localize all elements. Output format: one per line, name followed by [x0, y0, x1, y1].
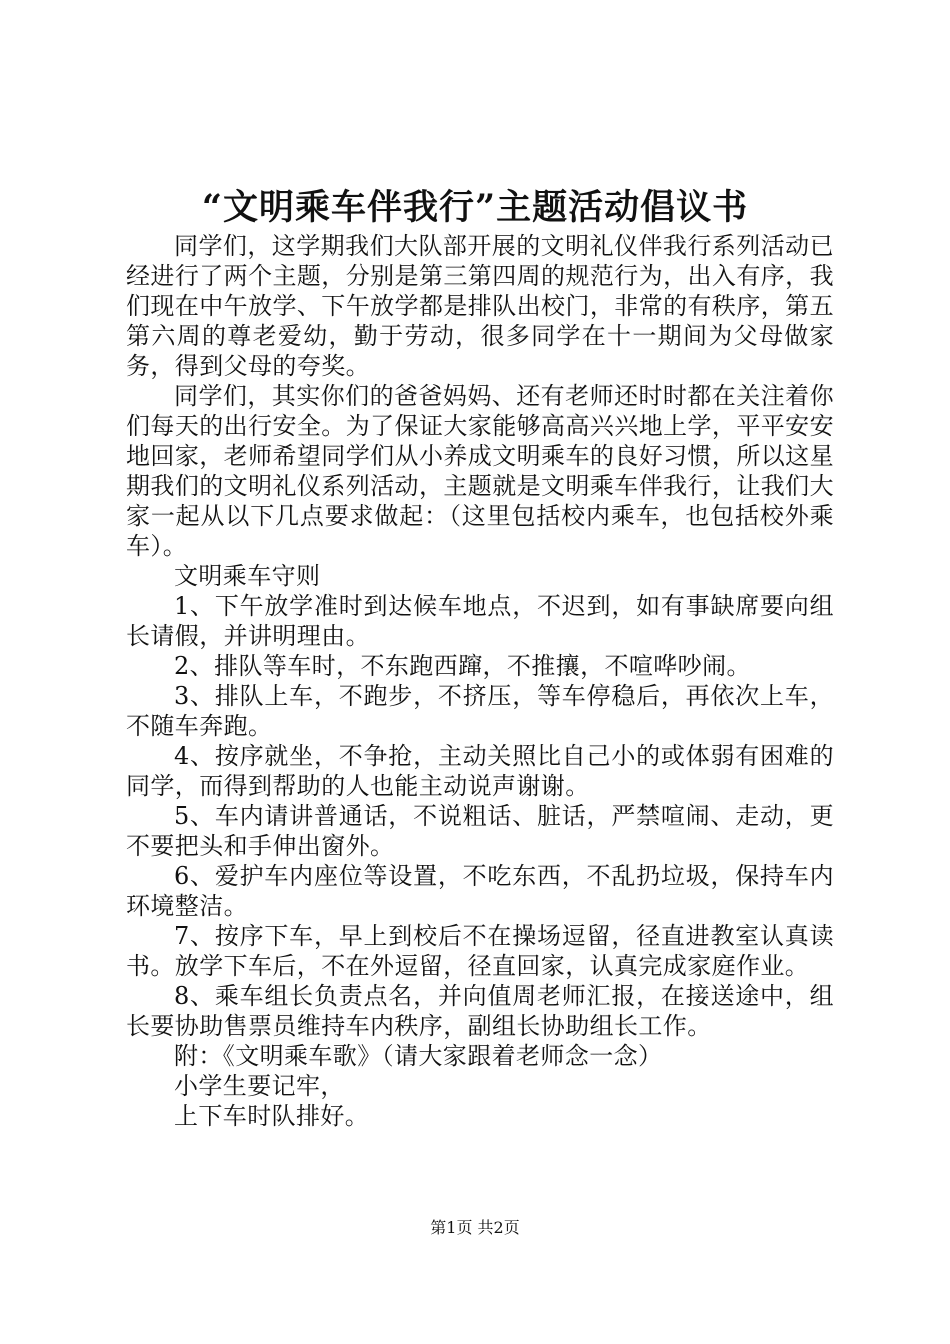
song-line-1: 小学生要记牢，	[174, 1072, 345, 1100]
rule-item-5: 5、车内请讲普通话，不说粗话、脏话，严禁喧闹、走动，更不要把头和手伸出窗外。	[126, 802, 834, 860]
document-title: “文明乘车伴我行”主题活动倡议书	[201, 187, 749, 228]
appendix-heading: 附：《文明乘车歌》（请大家跟着老师念一念）	[174, 1042, 663, 1070]
rules-heading: 文明乘车守则	[174, 562, 321, 590]
song-line-2: 上下车时队排好。	[174, 1102, 370, 1130]
rule-item-7: 7、按序下车，早上到校后不在操场逗留，径直进教室认真读书。放学下车后，不在外逗留，径直回家，认真完成家庭作业。	[126, 922, 834, 980]
rule-item-4: 4、按序就坐，不争抢，主动关照比自己小的或体弱有困难的同学，而得到帮助的人也能主动说声谢谢。	[126, 742, 834, 800]
document-body	[126, 231, 834, 1131]
rule-item-2: 2、排队等车时，不东跑西蹿，不推攘，不喧哗吵闹。	[174, 652, 751, 680]
paragraph-safety: 同学们，其实你们的爸爸妈妈、还有老师还时时都在关注着你们每天的出行安全。为了保证大家能够高高兴兴地上学，平平安安地回家，老师希望同学们从小养成文明乘车的良好习惯，所以这星期我们的文明礼仪系列活动，主题就是文明乘车伴我行，让我们大家一起从以下几点要求做起：（这里包括校内乘车，也包括校外乘车）。	[126, 382, 834, 560]
paragraph-intro: 同学们，这学期我们大队部开展的文明礼仪伴我行系列活动已经进行了两个主题，分别是第三第四周的规范行为，出入有序，我们现在中午放学、下午放学都是排队出校门，非常的有秩序，第五第六周的尊老爱幼，勤于劳动，很多同学在十一期间为父母做家务，得到父母的夸奖。	[126, 232, 834, 380]
rule-item-8: 8、乘车组长负责点名，并向值周老师汇报，在接送途中，组长要协助售票员维持车内秩序，副组长协助组长工作。	[126, 982, 834, 1040]
rule-item-3: 3、排队上车，不跑步，不挤压，等车停稳后，再依次上车，不随车奔跑。	[126, 682, 834, 740]
page-footer: 第1页 共2页	[430, 1218, 520, 1237]
rule-item-6: 6、爱护车内座位等设置，不吃东西，不乱扔垃圾，保持车内环境整洁。	[126, 862, 834, 920]
rule-item-1: 1、下午放学准时到达候车地点，不迟到，如有事缺席要向组长请假，并讲明理由。	[126, 592, 834, 650]
